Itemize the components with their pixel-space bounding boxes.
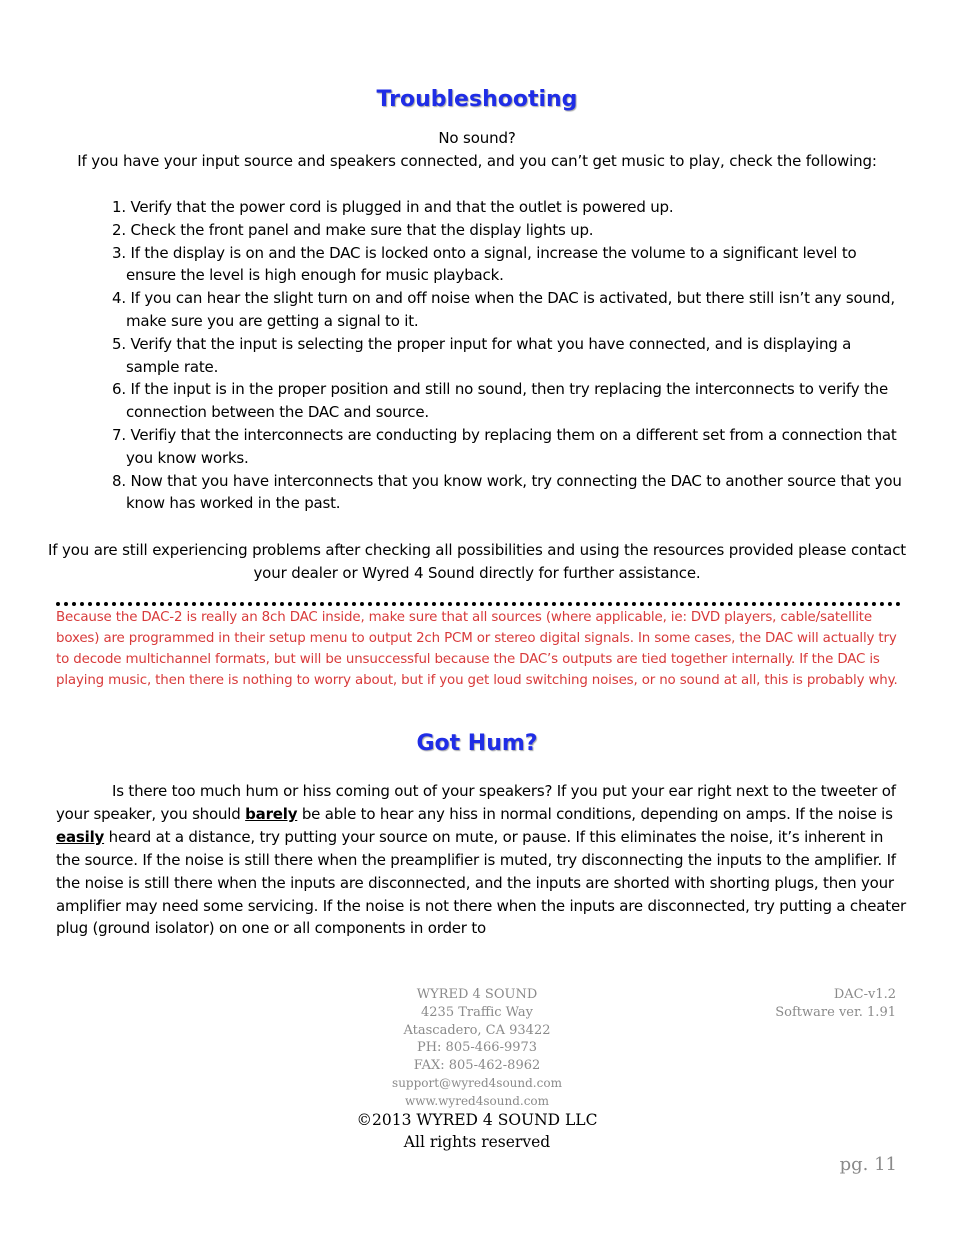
troubleshooting-heading: Troubleshooting [376,87,578,112]
step-item: 8. Now that you have interconnects that you know work, try connecting the DAC to another source that you know has worked in the past. [112,471,902,513]
footer-email: support@wyred4sound.com [392,1075,562,1090]
step-item: 7. Verifiy that the interconnects are conducting by replacing them on a different set from a connection that you know works. [112,425,897,467]
step-item: 6. If the input is in the proper position and still no sound, then try replacing the interconnects to verify the connection between the DAC and source. [112,380,889,422]
troubleshooting-closing: If you are still experiencing problems after checking all possibilities and using the resources provided please contact your dealer or Wyred 4 Sound directly for further assistance. [47,541,907,582]
step-item: 5. Verify that the input is selecting the proper input for what you have connected, and is displaying a sample rate. [112,334,852,376]
troubleshooting-intro: If you have your input source and speakers connected, and you can’t get music to play, check the following: [77,152,877,170]
footer-copyright-block [0,1109,954,1153]
step-item: 3. If the display is on and the DAC is locked onto a signal, increase the volume to a significant level to ensure the level is high enough for music playback. [112,243,857,285]
footer-city: Atascadero, CA 93422 [403,1022,551,1038]
troubleshooting-steps [112,196,902,515]
no-sound-question: No sound? [438,129,516,147]
hum-text-2: be able to hear any hiss in normal conditions, depending on amps. If the noise is [297,804,893,823]
hum-emphasis-barely: barely [245,804,298,823]
step-item: 1. Verify that the power cord is plugged in and that the outlet is powered up. [112,198,674,216]
hum-paragraph [56,780,906,940]
footer-version-block [775,986,896,1022]
got-hum-heading: Got Hum? [416,731,538,756]
footer-phone: PH: 805-466-9973 [416,1040,538,1056]
footer-fax: FAX: 805-462-8962 [413,1058,541,1074]
hum-text-1: Is there too much hum or hiss coming out of your speakers? If you put your ear right next to the tweeter of your speaker, you should [56,782,896,823]
footer-copyright: ©2013 WYRED 4 SOUND LLC [356,1111,598,1129]
footer-web: www.wyred4sound.com [404,1093,550,1108]
footer-software: Software ver. 1.91 [775,1004,896,1020]
footer-rights: All rights reserved [403,1133,551,1151]
hum-emphasis-easily: easily [56,827,105,846]
dac-note: Because the DAC-2 is really an 8ch DAC inside, make sure that all sources (where applicable, ie: DVD players, cable/satellite boxes) are programmed in their setup menu to output 2ch PCM or stereo digital signals. In some cases, the DAC will actually try to decode multichannel formats, but will be unsuccessful because the DAC’s outputs are tied together internally. If the DAC is playing music, then there is nothing to worry about, but if you get loud switching noises, or no sound at all, this is probably why. [56,610,898,688]
footer-street: 4235 Traffic Way [421,1004,533,1020]
footer-model: DAC-v1.2 [833,987,896,1002]
footer-company: WYRED 4 SOUND [416,987,538,1002]
page-number: pg. 11 [839,1154,897,1175]
hum-text-3: heard at a distance, try putting your source on mute, or pause. If this eliminates the noise, it’s inherent in the source. If the noise is still there when the preamplifier is muted, try disconnecting the inputs to the amplifier. If the noise is still there when the inputs are disconnected, and the inputs are shorted with shorting plugs, then your amplifier may need some servicing. If the noise is not there when the inputs are disconnected, try putting a cheater plug (ground isolator) on one or all components in order to [56,827,906,938]
dotted-divider [56,602,901,606]
step-item: 2. Check the front panel and make sure that the display lights up. [112,220,594,239]
step-item: 4. If you can hear the slight turn on and off noise when the DAC is activated, but there still isn’t any sound, make sure you are getting a signal to it. [112,289,895,330]
